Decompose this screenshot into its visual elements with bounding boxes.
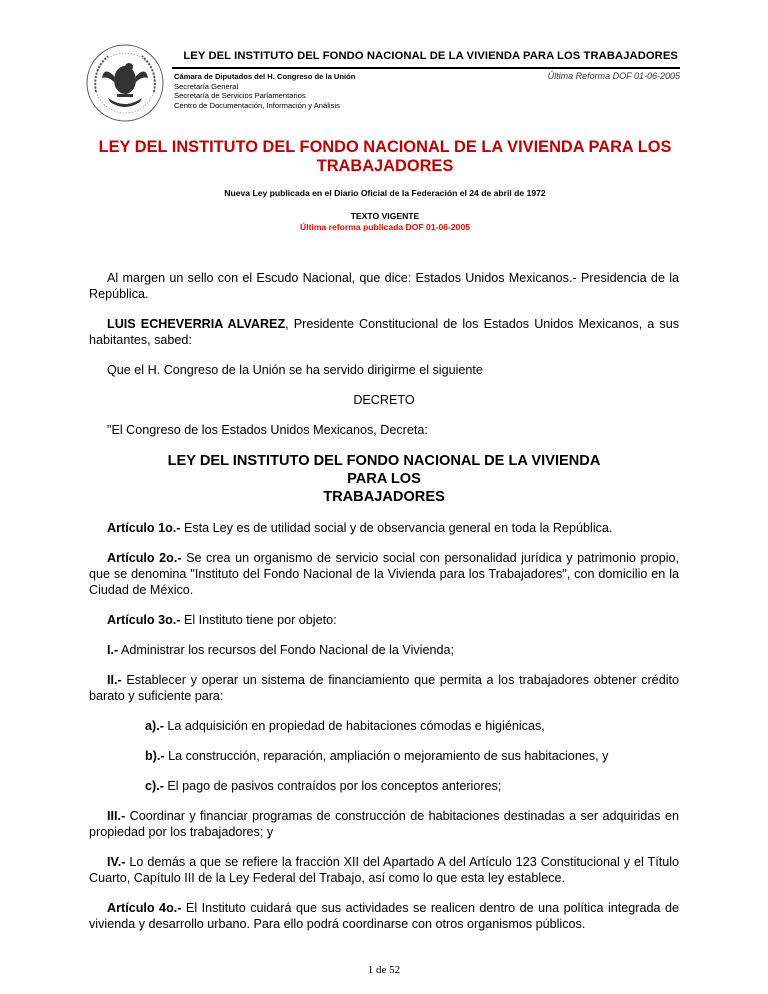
fraccion-text: Establecer y operar un sistema de financiamiento que permita a los trabajadores obtener crédito barato y suficiente para:	[89, 673, 679, 703]
article-text: El Instituto cuidará que sus actividades se realicen dentro de una política integrada de vivienda y desarrollo urbano. Para ello podrá coordinarse con otros organismos públicos.	[89, 901, 679, 931]
article-1	[89, 520, 679, 536]
article-2	[89, 550, 679, 598]
law-title-line: LEY DEL INSTITUTO DEL FONDO NACIONAL DE LA VIVIENDA PARA LOS	[167, 453, 601, 487]
title-line: LEY DEL INSTITUTO DEL FONDO NACIONAL DE LA VIVIENDA PARA LOS	[98, 138, 672, 156]
law-title	[89, 452, 679, 506]
institution-line: Cámara de Diputados del H. Congreso de la Unión	[174, 72, 356, 81]
paragraph-decreta: "El Congreso de los Estados Unidos Mexicanos, Decreta:	[107, 423, 428, 437]
inciso-label: c).-	[145, 779, 164, 793]
vigente-block	[90, 211, 680, 233]
article-label: Artículo 2o.-	[107, 551, 182, 565]
article-4	[89, 900, 679, 932]
fraccion-II	[89, 672, 679, 704]
fraccion-I	[89, 642, 679, 658]
fraccion-IV	[89, 854, 679, 886]
inciso-text: La construcción, reparación, ampliación o mejoramiento de sus habitaciones, y	[164, 749, 609, 763]
texto-vigente: TEXTO VIGENTE	[350, 211, 420, 221]
law-title-line: TRABAJADORES	[323, 489, 445, 505]
article-label: Artículo 3o.-	[107, 613, 181, 627]
paragraph-congreso: Que el H. Congreso de la Unión se ha servido dirigirme el siguiente	[107, 363, 483, 377]
inciso-label: b).-	[145, 749, 165, 763]
article-3	[89, 612, 679, 628]
inciso-a	[89, 718, 679, 734]
fraccion-text: Coordinar y financiar programas de construcción de habitaciones destinadas a ser adquiridas en propiedad por los trabajadores; y	[89, 809, 679, 839]
fraccion-label: II.-	[107, 673, 122, 687]
fraccion-label: IV.-	[107, 855, 126, 869]
president-rest: , Presidente Constitucional de los Estados Unidos Mexicanos, a sus habitantes, sabed:	[89, 317, 679, 347]
inciso-text: El pago de pasivos contraídos por los conceptos anteriores;	[163, 779, 502, 793]
header-rule	[172, 67, 680, 69]
inciso-text: La adquisición en propiedad de habitaciones cómodas e higiénicas,	[163, 719, 545, 733]
paragraph-president	[89, 316, 679, 348]
inciso-label: a).-	[145, 719, 164, 733]
page-number: 1 de 52	[367, 964, 401, 976]
institution-line: Secretaría General	[174, 81, 239, 91]
institution-line: Centro de Documentación, Información y Análisis	[174, 100, 340, 110]
document-title	[90, 138, 680, 176]
article-label: Artículo 4o.-	[107, 901, 182, 915]
article-text: Esta Ley es de utilidad social y de observancia general en toda la República.	[180, 521, 613, 535]
decreto-heading: DECRETO	[353, 393, 415, 407]
running-title: LEY DEL INSTITUTO DEL FONDO NACIONAL DE LA VIVIENDA PARA LOS TRABAJADORES	[183, 50, 678, 62]
inciso-c	[89, 778, 679, 794]
fraccion-text: Administrar los recursos del Fondo Nacional de la Vivienda;	[118, 643, 454, 657]
article-text: El Instituto tiene por objeto:	[180, 613, 337, 627]
fraccion-label: I.-	[107, 643, 119, 657]
publication-note: Nueva Ley publicada en el Diario Oficial de la Federación el 24 de abril de 1972	[224, 188, 546, 198]
article-text: Se crea un organismo de servicio social con personalidad jurídica y patrimonio propio, que se denomina "Instituto del Fondo Nacional de la Vivienda para los Trabajadores", con domicilio en la Ciudad de México.	[89, 551, 680, 597]
fraccion-label: III.-	[107, 809, 126, 823]
ultima-reforma: Última reforma publicada DOF 01-06-2005	[299, 222, 471, 232]
last-reform-header: Última Reforma DOF 01-06-2005	[547, 71, 680, 81]
fraccion-III	[89, 808, 679, 840]
institution-block	[174, 72, 355, 110]
escudo-nacional-seal-icon	[82, 40, 168, 126]
inciso-b	[89, 748, 679, 764]
fraccion-text: Lo demás a que se refiere la fracción XII del Apartado A del Artículo 123 Constitucional y el Título Cuarto, Capítulo III de la Ley Federal del Trabajo, así como lo que esta ley establece.	[89, 855, 679, 885]
document-body	[89, 270, 679, 932]
president-name: LUIS ECHEVERRIA ALVAREZ	[107, 317, 286, 331]
institution-line: Secretaría de Servicios Parlamentarios	[174, 91, 306, 101]
title-line: TRABAJADORES	[316, 157, 454, 175]
article-label: Artículo 1o.-	[107, 521, 181, 535]
paragraph-margen: Al margen un sello con el Escudo Nacional, que dice: Estados Unidos Mexicanos.- Presidencia de la República.	[89, 271, 679, 301]
